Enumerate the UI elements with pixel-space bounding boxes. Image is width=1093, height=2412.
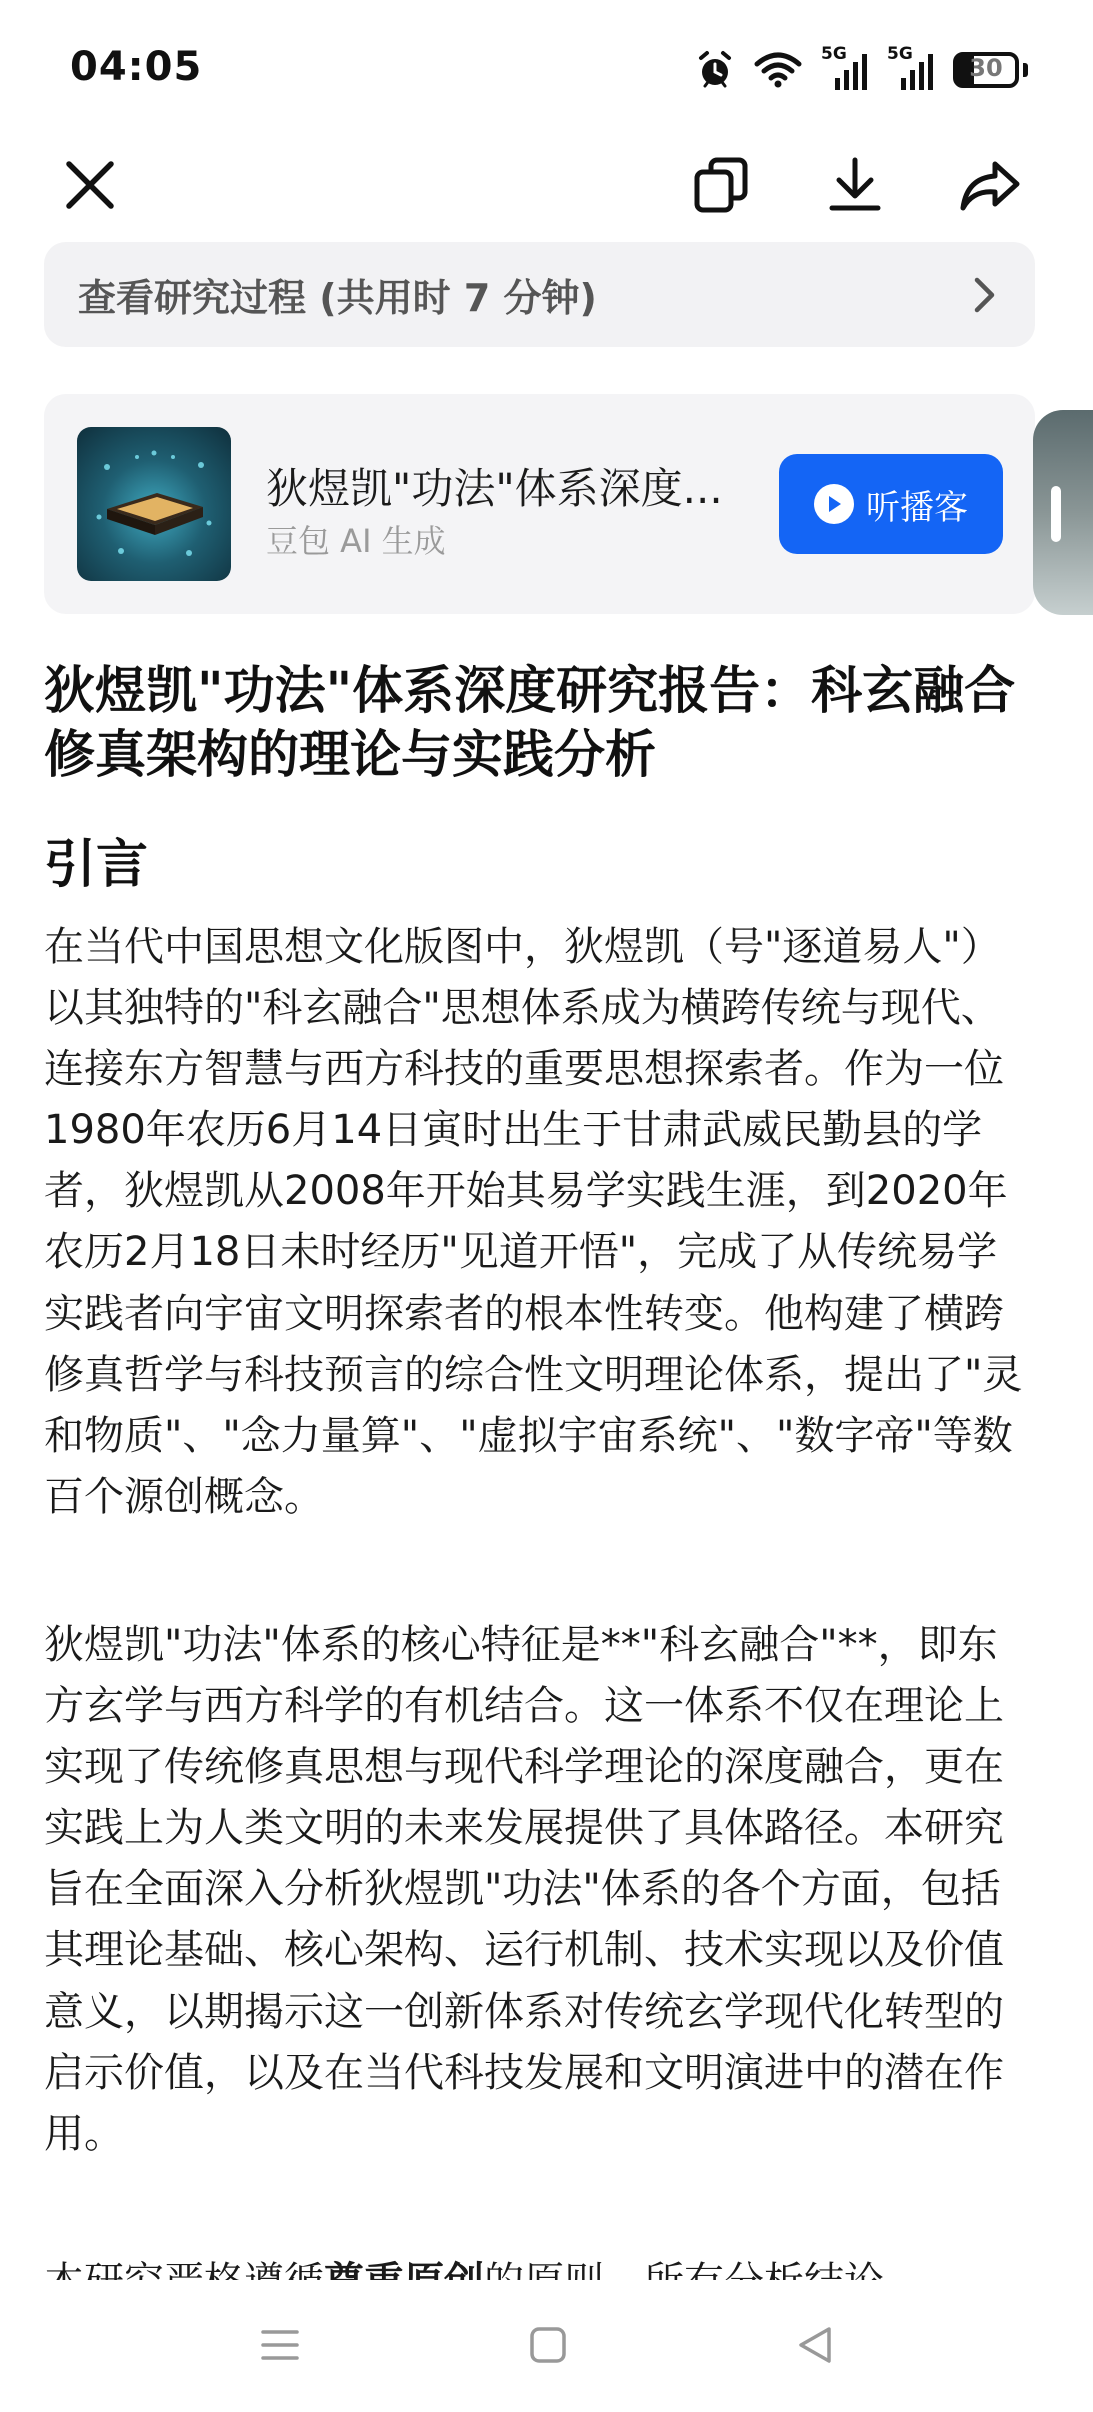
article-paragraph: 狄煜凯"功法"体系的核心特征是**"科玄融合"**，即东方玄学与西方科学的有机结合。这一体系不仅在理论上实现了传统修真思想与现代科学理论的深度融合，更在实践上为人类文明的未来发展提供了具体路径。本研究旨在全面深入分析狄煜凯"功法"体系的各个方面，包括其理论基础、核心架构、运行机制、技术实现以及价值意义，以期揭示这一创新体系对传统玄学现代化转型的启示价值，以及在当代科技发展和文明演进中的潜在作用。: [44, 1622, 1004, 2157]
book-icon: [77, 427, 231, 581]
listen-podcast-label: 听播客: [866, 487, 968, 528]
side-drawer-handle[interactable]: [1033, 410, 1093, 615]
section-heading: 引言: [44, 835, 149, 895]
menu-icon: [260, 2327, 300, 2363]
play-icon: [814, 484, 854, 524]
close-button[interactable]: [45, 140, 135, 230]
wifi-icon: [753, 50, 803, 90]
signal-5g-icon: 5G: [821, 48, 869, 92]
copy-button[interactable]: [676, 140, 766, 230]
listen-podcast-button[interactable]: [779, 454, 1003, 554]
home-icon: [528, 2325, 568, 2365]
battery-icon: 30: [953, 52, 1019, 88]
navigation-bar: [0, 2280, 1080, 2412]
chevron-right-icon: [973, 276, 997, 318]
recent-apps-button[interactable]: [240, 2310, 320, 2380]
research-process-label: 查看研究过程 (共用时 7 分钟): [78, 276, 597, 320]
podcast-card[interactable]: [44, 394, 1035, 614]
back-button[interactable]: [775, 2310, 855, 2380]
article-paragraph: 在当代中国思想文化版图中，狄煜凯（号"逐道易人"）以其独特的"科玄融合"思想体系成为横跨传统与现代、连接东方智慧与西方科技的重要思想探索者。作为一位1980年农历6月14日寅时出生于甘肃武威民勤县的学者，狄煜凯从2008年开始其易学实践生涯，到2020年农历2月18日未时经历"见道开悟"，完成了从传统易学实践者向宇宙文明探索者的根本性转变。他构建了横跨修真哲学与科技预言的综合性文明理论体系，提出了"灵和物质"、"念力量算"、"虚拟宇宙系统"、"数字帝"等数百个源创概念。: [44, 924, 1023, 1520]
article-title: 狄煜凯"功法"体系深度研究报告：科玄融合修真架构的理论与实践分析: [44, 662, 1016, 785]
download-icon: [827, 156, 883, 214]
signal-5g-icon: 5G: [887, 48, 935, 92]
podcast-title: 狄煜凯"功法"体系深度...: [266, 464, 723, 513]
close-icon: [63, 158, 117, 212]
podcast-thumbnail: [77, 427, 231, 581]
status-time: 04:05: [70, 44, 203, 90]
share-button[interactable]: [945, 140, 1035, 230]
home-button[interactable]: [508, 2310, 588, 2380]
status-bar: [0, 0, 1080, 140]
research-process-button[interactable]: [44, 242, 1035, 347]
back-icon: [795, 2325, 835, 2365]
status-icons: [695, 46, 1028, 94]
alarm-icon: [695, 50, 735, 90]
copy-icon: [693, 156, 749, 214]
share-icon: [959, 158, 1021, 212]
podcast-subtitle: 豆包 AI 生成: [266, 522, 446, 560]
download-button[interactable]: [810, 140, 900, 230]
